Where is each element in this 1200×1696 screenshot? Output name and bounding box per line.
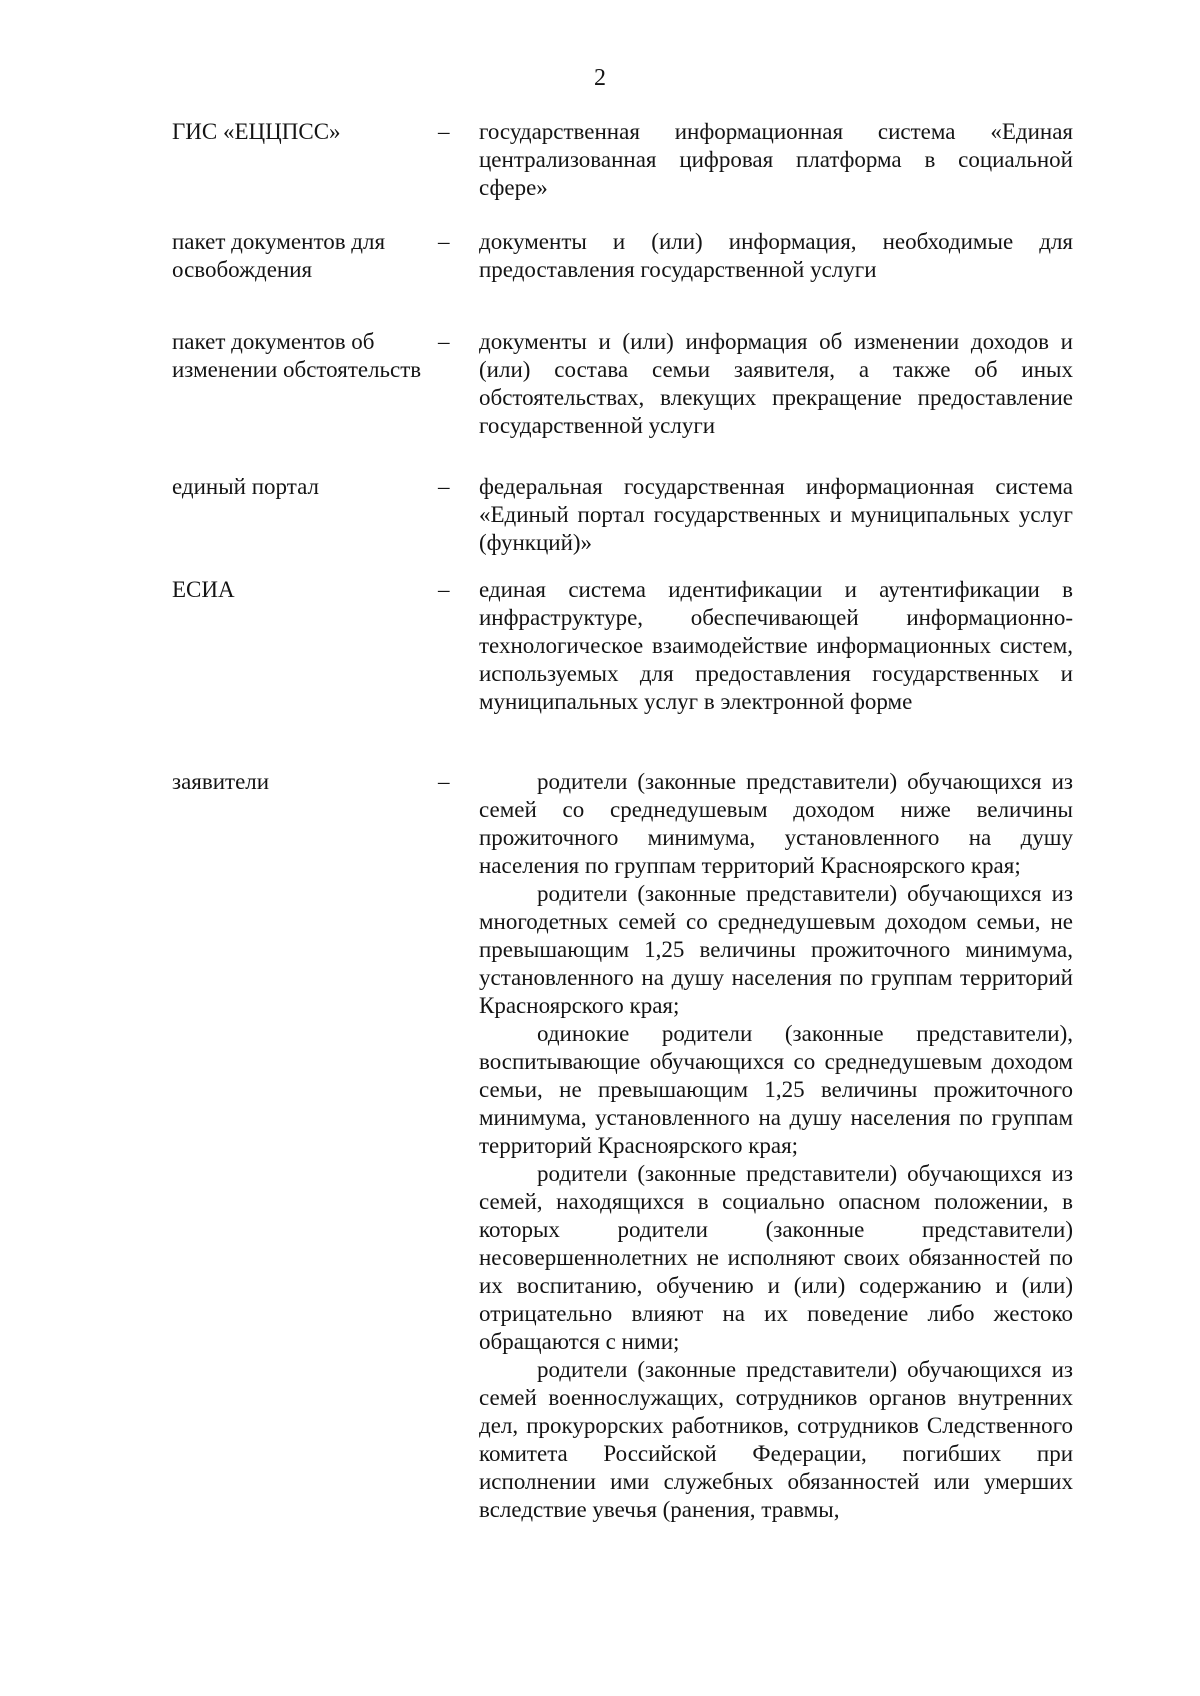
dash-separator: – bbox=[438, 769, 450, 794]
definition-paragraph: федеральная государственная информационная система «Единый портал государственных и муниципальных услуг (функций)» bbox=[479, 474, 1073, 555]
dash-separator: – bbox=[438, 474, 450, 499]
definition-paragraph: документы и (или) информация об изменении доходов и (или) состава семьи заявителя, а также об иных обстоятельствах, влекущих прекращение предоставление государственной услуги bbox=[479, 329, 1073, 438]
dash-separator: – bbox=[438, 119, 450, 144]
definition-text bbox=[479, 228, 1073, 284]
dash-separator: – bbox=[438, 577, 450, 602]
definition-paragraph: родители (законные представители) обучающихся из многодетных семей со среднедушевым доходом семьи, не превышающим 1,25 величины прожиточного минимума, установленного на душу населения по группам территорий Красноярского края; bbox=[479, 881, 1073, 1018]
page-number: 2 bbox=[594, 65, 606, 91]
term: пакет документов для освобождения bbox=[172, 229, 386, 282]
definition-paragraph: государственная информационная система «Единая централизованная цифровая платформа в социальной сфере» bbox=[479, 119, 1073, 200]
definition-paragraph: одинокие родители (законные представители), воспитывающие обучающихся со среднедушевым доходом семьи, не превышающим 1,25 величины прожиточного минимума, установленного на душу населения по группам территорий Красноярского края; bbox=[479, 1021, 1073, 1158]
term: пакет документов об изменении обстоятельств bbox=[172, 329, 422, 382]
definition-text bbox=[479, 473, 1073, 557]
term: заявители bbox=[172, 769, 270, 794]
dash-separator: – bbox=[438, 329, 450, 354]
term: ГИС «ЕЦЦПСС» bbox=[172, 119, 341, 144]
term: единый портал bbox=[172, 474, 319, 499]
definition-text bbox=[479, 118, 1073, 202]
definition-paragraph: родители (законные представители) обучающихся из семей, находящихся в социально опасном положении, в которых родители (законные представители) несовершеннолетних не исполняют своих обязанностей по их воспитанию, обучению и (или) содержанию и (или) отрицательно влияют на их поведение либо жестоко обращаются с ними; bbox=[479, 1161, 1073, 1354]
definition-text bbox=[479, 768, 1073, 1524]
definition-paragraph: документы и (или) информация, необходимые для предоставления государственной услуги bbox=[479, 229, 1073, 282]
dash-separator: – bbox=[438, 229, 450, 254]
definition-text bbox=[479, 576, 1073, 716]
definition-text bbox=[479, 328, 1073, 440]
definition-paragraph: единая система идентификации и аутентификации в инфраструктуре, обеспечивающей информационно-технологическое взаимодействие информационных систем, используемых для предоставления государственных и муниципальных услуг в электронной форме bbox=[479, 577, 1073, 714]
term: ЕСИА bbox=[172, 577, 235, 602]
definition-paragraph: родители (законные представители) обучающихся из семей военнослужащих, сотрудников органов внутренних дел, прокурорских работников, сотрудников Следственного комитета Российской Федерации, погибших при исполнении ими служебных обязанностей или умерших вследствие увечья (ранения, травмы, bbox=[479, 1357, 1073, 1522]
definition-paragraph: родители (законные представители) обучающихся из семей со среднедушевым доходом ниже величины прожиточного минимума, установленного на душу населения по группам территорий Красноярского края; bbox=[479, 769, 1073, 878]
